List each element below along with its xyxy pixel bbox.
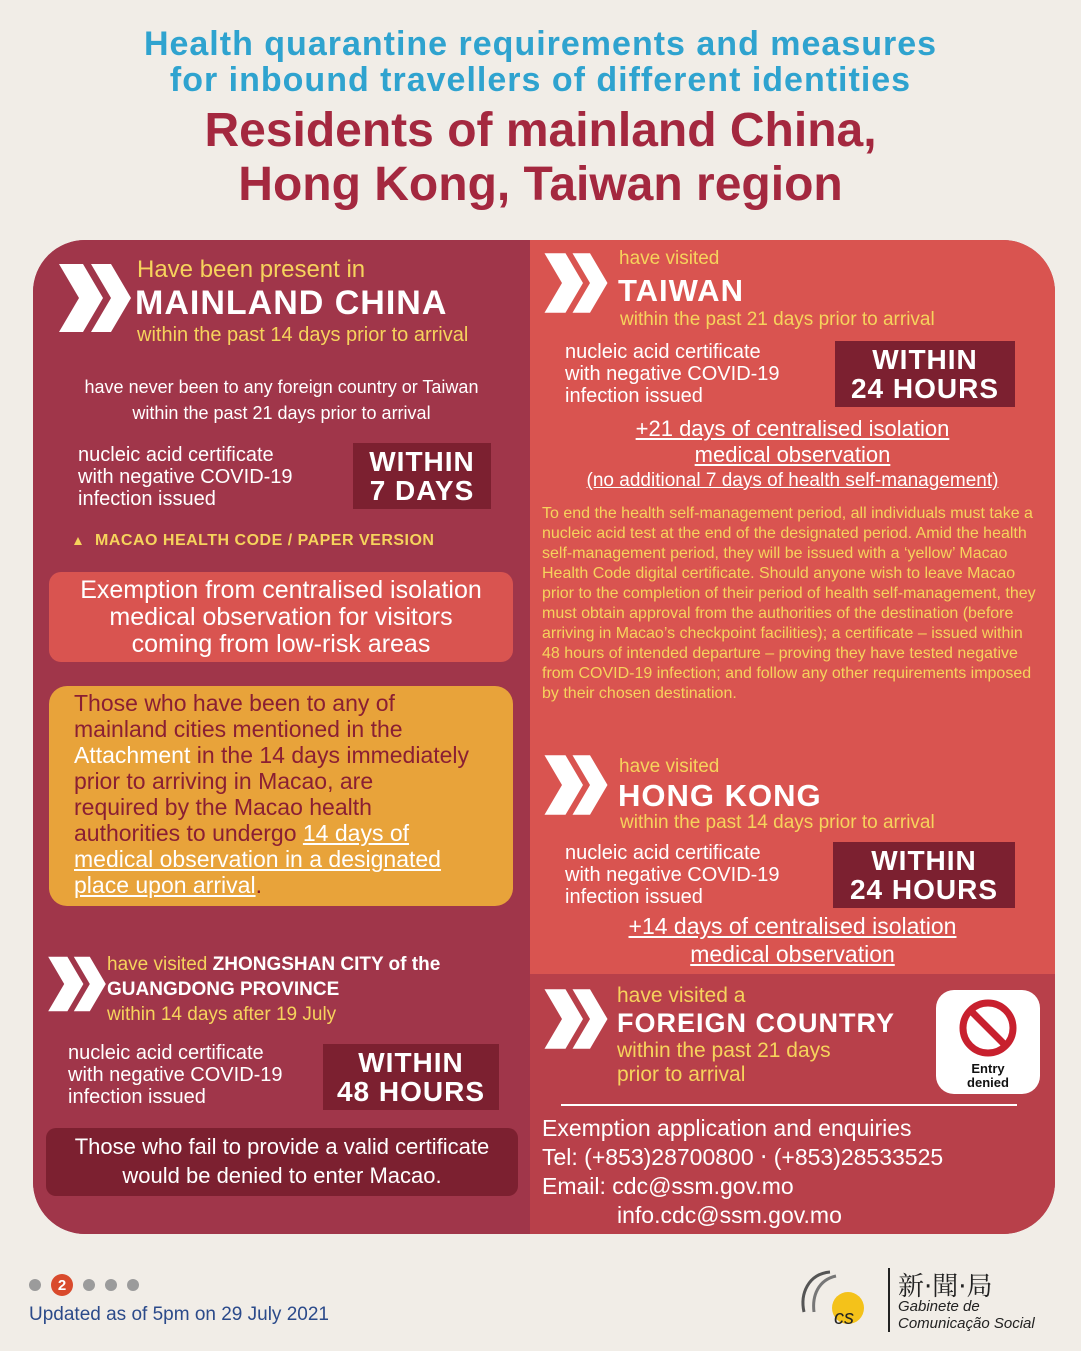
cert-line-3: infection issued (68, 1086, 206, 1108)
header-subtitle (0, 26, 1081, 98)
attach-line-5: required by the Macao health (74, 794, 372, 820)
taiwan-pre: have visited (619, 248, 720, 269)
within-label: WITHIN (872, 344, 978, 375)
attach-line-8-end: . (255, 872, 262, 898)
iso-line-3: (no additional 7 days of health self-management) (586, 470, 999, 491)
page-dot-current[interactable]: 2 (51, 1274, 73, 1296)
header-line-2: for inbound travellers of different identities (169, 61, 912, 99)
hongkong-cert (565, 842, 780, 908)
exemption-box (49, 572, 513, 662)
gcs-logo (790, 1262, 1060, 1342)
attach-line-7: medical observation in a designated (74, 846, 441, 872)
header-line-1: Health quarantine requirements and measures (143, 25, 938, 63)
exemption-line-3: coming from low-risk areas (131, 630, 431, 658)
taiwan-place: TAIWAN (618, 273, 744, 308)
attach-line-3 (74, 742, 513, 768)
title-line-2: Hong Kong, Taiwan region (238, 158, 843, 211)
chevron-double-icon (541, 248, 611, 318)
foreign-place: FOREIGN COUNTRY (617, 1008, 895, 1038)
within-duration: 24 HOURS (849, 874, 999, 905)
cert-line-2: with negative COVID-19 (565, 864, 780, 886)
attach-line-6 (74, 820, 513, 846)
hongkong-isolation (530, 912, 1055, 968)
attach-line-1: Those who have been to any of (74, 690, 395, 716)
attach-line-3-rest: in the 14 days immediately (190, 742, 470, 768)
cert-line-1: nucleic acid certificate (68, 1042, 264, 1064)
exemption-line-2: medical observation for visitors (109, 603, 453, 631)
logo-portuguese (898, 1298, 1035, 1332)
gcs-logo-mark (790, 1264, 886, 1336)
iso-line-2: medical observation (690, 941, 895, 967)
enquiries-email-1[interactable]: Email: cdc@ssm.gov.mo (542, 1173, 794, 1199)
enquiries-block (542, 1114, 943, 1230)
health-code-label: MACAO HEALTH CODE / PAPER VERSION (95, 532, 435, 549)
cert-line-1: nucleic acid certificate (78, 444, 274, 466)
chevron-double-icon (541, 750, 611, 820)
svg-text:cs: cs (834, 1307, 854, 1329)
triangle-icon (73, 536, 83, 546)
taiwan-isolation (530, 416, 1055, 494)
taiwan-cert (565, 341, 780, 407)
logo-chinese: 新·聞·局 (898, 1272, 993, 1302)
attach-line-6-emph: 14 days of (302, 820, 410, 846)
cert-line-1: nucleic acid certificate (565, 842, 761, 864)
page-dot[interactable] (29, 1279, 41, 1291)
within-duration: 48 HOURS (336, 1076, 486, 1107)
attach-line-6-start: authorities to undergo (74, 820, 303, 846)
cert-line-3: infection issued (565, 385, 703, 407)
within-duration: 7 DAYS (369, 475, 475, 506)
within-7-days-badge (353, 443, 491, 509)
condition-line-2: within the past 21 days prior to arrival (132, 403, 431, 423)
zhongshan-place-2: GUANGDONG PROVINCE (107, 979, 340, 1000)
enquiries-tel[interactable]: Tel: (+853)28700800 ‧ (+853)28533525 (542, 1144, 944, 1170)
zhongshan-pre: have visited (107, 954, 213, 975)
denied-notice-box (46, 1128, 518, 1196)
attach-line-8 (74, 872, 513, 898)
chevron-double-icon (55, 258, 135, 338)
badge-line-1: Entry (971, 1061, 1005, 1076)
condition-line-1: have never been to any foreign country or Taiwan (84, 377, 479, 397)
updated-timestamp: Updated as of 5pm on 29 July 2021 (29, 1304, 329, 1325)
attach-line-2: mainland cities mentioned in the (74, 716, 403, 742)
mainland-place: MAINLAND CHINA (135, 284, 448, 322)
fail-line-1: Those who fail to provide a valid certificate (74, 1134, 490, 1159)
iso-line-1: +14 days of centralised isolation (628, 913, 957, 939)
page-dot[interactable] (105, 1279, 117, 1291)
hongkong-pre: have visited (619, 756, 720, 777)
cert-line-2: with negative COVID-19 (68, 1064, 283, 1086)
zhongshan-heading (107, 952, 440, 1027)
iso-line-1: +21 days of centralised isolation (635, 416, 950, 441)
chevron-double-icon (541, 984, 611, 1054)
hongkong-post: within the past 14 days prior to arrival (620, 812, 935, 833)
within-label: WITHIN (369, 446, 475, 477)
chevron-double-icon (45, 952, 109, 1016)
mainland-condition (33, 374, 530, 426)
within-24-hours-badge (833, 842, 1015, 908)
zhongshan-cert (68, 1042, 283, 1108)
within-24-hours-badge (835, 341, 1015, 407)
logo-pt-line-2: Comunicação Social (898, 1315, 1035, 1332)
cert-line-3: infection issued (565, 886, 703, 908)
cert-line-3: infection issued (78, 488, 216, 510)
attachment-link[interactable]: Attachment (74, 742, 191, 768)
iso-line-2: medical observation (694, 442, 891, 467)
logo-pt-line-1: Gabinete de (898, 1298, 980, 1315)
main-panel (33, 240, 1055, 1234)
zhongshan-post: within 14 days after 19 July (107, 1004, 337, 1025)
title-line-1: Residents of mainland China, (204, 104, 877, 157)
mainland-cert (78, 444, 293, 510)
mainland-pre: Have been present in (137, 256, 366, 283)
cert-line-2: with negative COVID-19 (78, 466, 293, 488)
foreign-post-2: prior to arrival (617, 1063, 746, 1086)
logo-divider (888, 1268, 890, 1332)
enquiries-title: Exemption application and enquiries (542, 1115, 912, 1141)
fail-line-2: would be denied to enter Macao. (122, 1163, 442, 1188)
attachment-box (49, 686, 513, 906)
exemption-line-1: Exemption from centralised isolation (80, 576, 482, 604)
foreign-pre: have visited a (617, 984, 746, 1007)
within-label: WITHIN (871, 845, 977, 876)
within-label: WITHIN (358, 1047, 464, 1078)
hongkong-place: HONG KONG (618, 778, 822, 813)
page-dot[interactable] (127, 1279, 139, 1291)
cert-line-2: with negative COVID-19 (565, 363, 780, 385)
mainland-post: within the past 14 days prior to arrival (137, 324, 469, 346)
entry-denied-label (936, 1062, 1040, 1090)
within-48-hours-badge (323, 1044, 499, 1110)
zhongshan-place-1: ZHONGSHAN CITY of the (212, 954, 441, 975)
foreign-post (617, 1039, 831, 1087)
no-entry-icon (956, 996, 1020, 1060)
badge-line-2: denied (967, 1075, 1009, 1090)
attach-line-4: prior to arriving in Macao, are (74, 768, 374, 794)
taiwan-post: within the past 21 days prior to arrival (620, 309, 935, 330)
pagination (29, 1274, 139, 1296)
page-dot[interactable] (83, 1279, 95, 1291)
within-duration: 24 HOURS (850, 373, 1000, 404)
page-title (0, 104, 1081, 212)
cert-line-1: nucleic acid certificate (565, 341, 761, 363)
divider (561, 1104, 1017, 1106)
entry-denied-badge (936, 990, 1040, 1094)
self-management-note: To end the health self-management period, all individuals must take a nucleic acid test at the end of the designated period. Amid the health self-management period, they will be issued with a ‘yellow’ Macao Health Code digital certificate. Should anyone wish to leave Macao prior to the completion of their period of health self-management, they must obtain approval from the authorities of the destination (before arriving in Macao’s checkpoint facilities); a certificate – issued within 48 hours of intended departure – proving they have tested negative from COVID-19 infection; and follow any other requirements imposed by their chosen destination. (542, 505, 1036, 702)
attach-line-8-emph: place upon arrival (74, 872, 256, 898)
enquiries-email-2[interactable]: info.cdc@ssm.gov.mo (617, 1202, 842, 1228)
foreign-post-1: within the past 21 days (617, 1039, 831, 1062)
